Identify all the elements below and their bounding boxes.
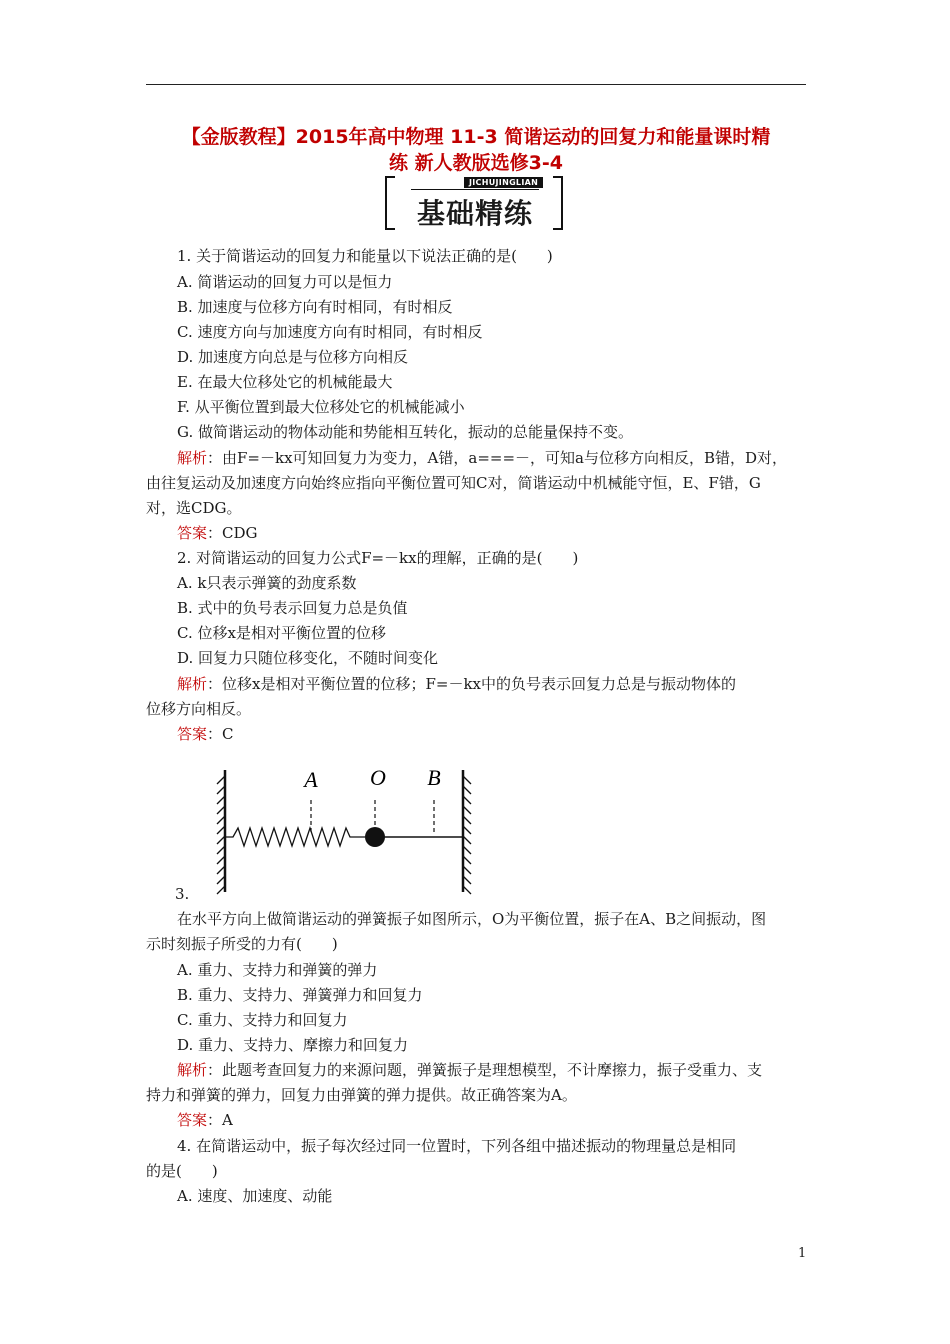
q2-option-a: A. k只表示弹簧的劲度系数: [177, 574, 357, 592]
left-wall: [217, 770, 225, 894]
section-banner: [381, 172, 567, 232]
q1-answer-label: 答案: [177, 524, 208, 542]
q2-answer-value: ：C: [207, 725, 234, 743]
banner-pinyin: JICHUJINGLIAN: [464, 177, 543, 188]
q2-analysis-line-1: [177, 674, 806, 694]
q1-answer-value: ：CDG: [207, 524, 258, 542]
q1-analysis-label: 解析: [177, 449, 208, 467]
q2-option-c: C. 位移x是相对平衡位置的位移: [177, 624, 386, 642]
q3-stem-line-2: 示时刻振子所受的力有( ): [146, 935, 338, 953]
q4-option-a: A. 速度、加速度、动能: [177, 1187, 333, 1205]
q1-analysis-line-2: 由往复运动及加速度方向始终应指向平衡位置可知C对，简谐运动中机械能守恒，E、F错，G: [146, 474, 761, 492]
q1-option-a: A. 简谐运动的回复力可以是恒力: [177, 273, 393, 291]
right-wall: [463, 770, 471, 894]
q3-number: 3.: [175, 885, 190, 903]
q1-analysis-text-1: ：由F=－kx可知回复力为变力，A错，a===－，可知a与位移方向相反，B错，D对，: [207, 449, 788, 467]
q3-analysis-line-2: 持力和弹簧的弹力，回复力由弹簧的弹力提供。故正确答案为A。: [146, 1086, 577, 1104]
q3-option-c: C. 重力、支持力和回复力: [177, 1011, 348, 1029]
q3-analysis-label: 解析: [177, 1061, 208, 1079]
oscillator-ball: [365, 827, 385, 847]
document-title-line-2: 练 新人教版选修3-4: [389, 152, 563, 174]
q3-analysis-line-1: [177, 1060, 806, 1080]
page-number: 1: [798, 1246, 807, 1261]
q1-option-c: C. 速度方向与加速度方向有时相同，有时相反: [177, 323, 483, 341]
q2-answer-line: [177, 724, 806, 744]
q1-analysis-line-1: [177, 448, 806, 468]
q1-option-e: E. 在最大位移处它的机械能最大: [177, 373, 393, 391]
q1-analysis-line-3: 对，选CDG。: [146, 499, 242, 517]
label-b: B: [427, 765, 441, 790]
q3-option-a: A. 重力、支持力和弹簧的弹力: [177, 961, 378, 979]
q2-analysis-line-2: 位移方向相反。: [146, 700, 252, 718]
q3-analysis-text-1: ：此题考查回复力的来源问题，弹簧振子是理想模型，不计摩擦力，振子受重力、支: [207, 1061, 763, 1079]
q4-stem-line-1: 4. 在简谐运动中，振子每次经过同一位置时，下列各组中描述振动的物理量总是相同: [177, 1137, 737, 1155]
q2-answer-label: 答案: [177, 725, 208, 743]
banner-left-bracket: [385, 176, 395, 230]
header-rule: [146, 84, 806, 85]
q2-option-b: B. 式中的负号表示回复力总是负值: [177, 599, 408, 617]
q3-stem-line-1: 在水平方向上做简谐运动的弹簧振子如图所示，O为平衡位置，振子在A、B之间振动，图: [177, 910, 767, 928]
label-a: A: [304, 767, 318, 792]
q2-option-d: D. 回复力只随位移变化，不随时间变化: [177, 649, 439, 667]
document-title-line-1: 【金版教程】2015年高中物理 11-3 简谐运动的回复力和能量课时精: [181, 126, 771, 148]
banner-right-bracket: [553, 176, 563, 230]
q1-option-d: D. 加速度方向总是与位移方向相反: [177, 348, 409, 366]
q1-option-g: G. 做简谐运动的物体动能和势能相互转化，振动的总能量保持不变。: [177, 423, 633, 441]
q1-answer-line: [177, 523, 806, 543]
label-o: O: [370, 765, 386, 790]
q3-answer-line: [177, 1110, 806, 1130]
q3-answer-value: ：A: [207, 1111, 233, 1129]
q2-stem: 2. 对简谐运动的回复力公式F=－kx的理解，正确的是( ): [177, 549, 579, 567]
q3-answer-label: 答案: [177, 1111, 208, 1129]
spring: [225, 828, 365, 846]
q1-stem: 1. 关于简谐运动的回复力和能量以下说法正确的是( ): [177, 247, 553, 265]
q3-option-b: B. 重力、支持力、弹簧弹力和回复力: [177, 986, 423, 1004]
banner-underline: [411, 189, 539, 190]
banner-title: 基础精练: [416, 197, 533, 230]
q3-option-d: D. 重力、支持力、摩擦力和回复力: [177, 1036, 409, 1054]
q1-option-b: B. 加速度与位移方向有时相同，有时相反: [177, 298, 453, 316]
spring-oscillator-figure: [205, 760, 485, 900]
q2-analysis-text-1: ：位移x是相对平衡位置的位移；F=－kx中的负号表示回复力总是与振动物体的: [207, 675, 737, 693]
q2-analysis-label: 解析: [177, 675, 208, 693]
q4-stem-line-2: 的是( ): [146, 1162, 218, 1180]
q1-option-f: F. 从平衡位置到最大位移处它的机械能减小: [177, 398, 465, 416]
